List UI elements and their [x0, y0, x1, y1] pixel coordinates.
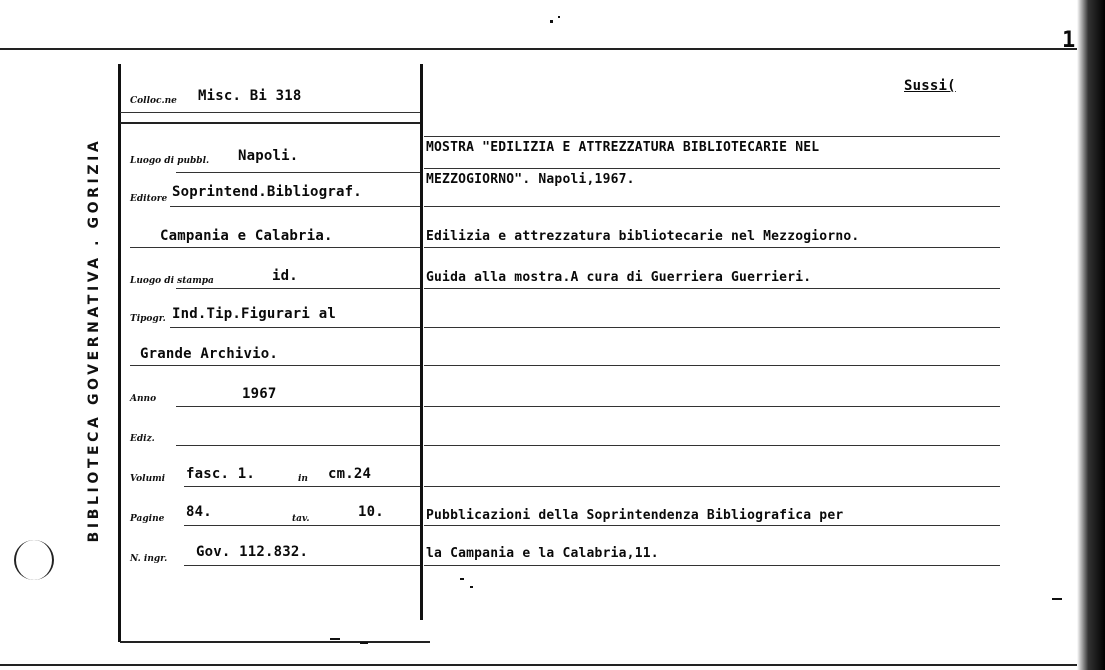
- desc-rule: [424, 206, 1000, 207]
- description-line: Edilizia e attrezzatura bibliotecarie nel Mezzogiorno.: [426, 229, 860, 244]
- scan-dot: [550, 20, 553, 23]
- field-rule: [184, 525, 420, 526]
- middle-rule: [420, 64, 423, 620]
- top-right-mark: Sussi(: [904, 78, 956, 94]
- field-rule: [130, 365, 420, 366]
- description-line: la Campania e la Calabria,11.: [426, 546, 659, 561]
- pagine-label: Pagine: [130, 514, 165, 524]
- luogo-stampa-value: id.: [272, 268, 298, 284]
- field-rule: [176, 172, 420, 173]
- volumi-value: fasc. 1.: [186, 466, 256, 482]
- tipografia-value: Ind.Tip.Figurari al: [172, 306, 336, 322]
- card-top-border: [0, 48, 1080, 50]
- collocazione-label: Colloc.ne: [130, 96, 177, 106]
- desc-rule: [424, 136, 1000, 137]
- luogo-pubbl-value: Napoli.: [238, 148, 299, 164]
- scan-speck: [360, 642, 368, 644]
- desc-rule: [424, 168, 1000, 169]
- n-ingr-label: N. ingr.: [130, 554, 168, 564]
- field-rule: [120, 112, 420, 113]
- desc-rule: [424, 445, 1000, 446]
- n-ingr-value: Gov. 112.832.: [196, 544, 309, 560]
- description-line: MEZZOGIORNO". Napoli,1967.: [426, 172, 635, 187]
- scan-speck: [330, 638, 340, 640]
- anno-label: Anno: [130, 394, 157, 404]
- editore-value-cont: Campania e Calabria.: [160, 228, 333, 244]
- volumi-label: Volumi: [130, 474, 166, 484]
- field-rule: [170, 206, 420, 207]
- volumi-in-label: in: [298, 474, 308, 484]
- left-rule: [118, 64, 121, 642]
- scan-speck: [460, 578, 464, 580]
- luogo-stampa-label: Luogo di stampa: [130, 276, 214, 286]
- desc-rule: [424, 327, 1000, 328]
- desc-rule: [424, 365, 1000, 366]
- corner-mark: 1: [1062, 28, 1076, 53]
- scan-speck: [1052, 598, 1062, 600]
- desc-rule: [424, 565, 1000, 566]
- ediz-label: Ediz.: [130, 434, 155, 444]
- description-line: MOSTRA "EDILIZIA E ATTREZZATURA BIBLIOTECARIE NEL: [426, 140, 820, 155]
- luogo-pubbl-label: Luogo di pubbl.: [130, 156, 210, 166]
- field-rule: [130, 247, 420, 248]
- field-rule: [184, 486, 420, 487]
- desc-rule: [424, 406, 1000, 407]
- description-line: Guida alla mostra.A cura di Guerriera Guerrieri.: [426, 270, 812, 285]
- scan-speck: [470, 586, 473, 588]
- desc-rule: [424, 288, 1000, 289]
- library-stamp: BIBLIOTECA GOVERNATIVA . GORIZIA: [86, 137, 102, 543]
- tipografia-value-cont: Grande Archivio.: [140, 346, 279, 362]
- field-rule: [176, 288, 420, 289]
- volumi-in-value: cm.24: [328, 466, 372, 482]
- collocazione-value: Misc. Bi 318: [198, 88, 302, 104]
- field-rule: [176, 406, 420, 407]
- field-rule: [120, 122, 420, 124]
- desc-rule: [424, 486, 1000, 487]
- field-rule: [184, 565, 420, 566]
- tav-value: 10.: [358, 504, 384, 520]
- editore-label: Editore: [130, 194, 168, 204]
- field-rule: [176, 445, 420, 446]
- desc-rule: [424, 525, 1000, 526]
- scan-edge-right: [1077, 0, 1105, 670]
- field-rule: [170, 327, 420, 328]
- editore-value: Soprintend.Bibliograf.: [172, 184, 362, 200]
- card-bottom-border: [0, 664, 1080, 666]
- pagine-value: 84.: [186, 504, 212, 520]
- desc-rule: [424, 247, 1000, 248]
- anno-value: 1967: [242, 386, 277, 402]
- tav-label: tav.: [292, 514, 310, 524]
- tipografia-label: Tipogr.: [130, 314, 166, 324]
- description-line: Pubblicazioni della Soprintendenza Bibliografica per: [426, 508, 844, 523]
- punch-hole: [14, 540, 54, 580]
- scan-dot: [558, 16, 560, 18]
- card-footer-rule: [120, 641, 430, 643]
